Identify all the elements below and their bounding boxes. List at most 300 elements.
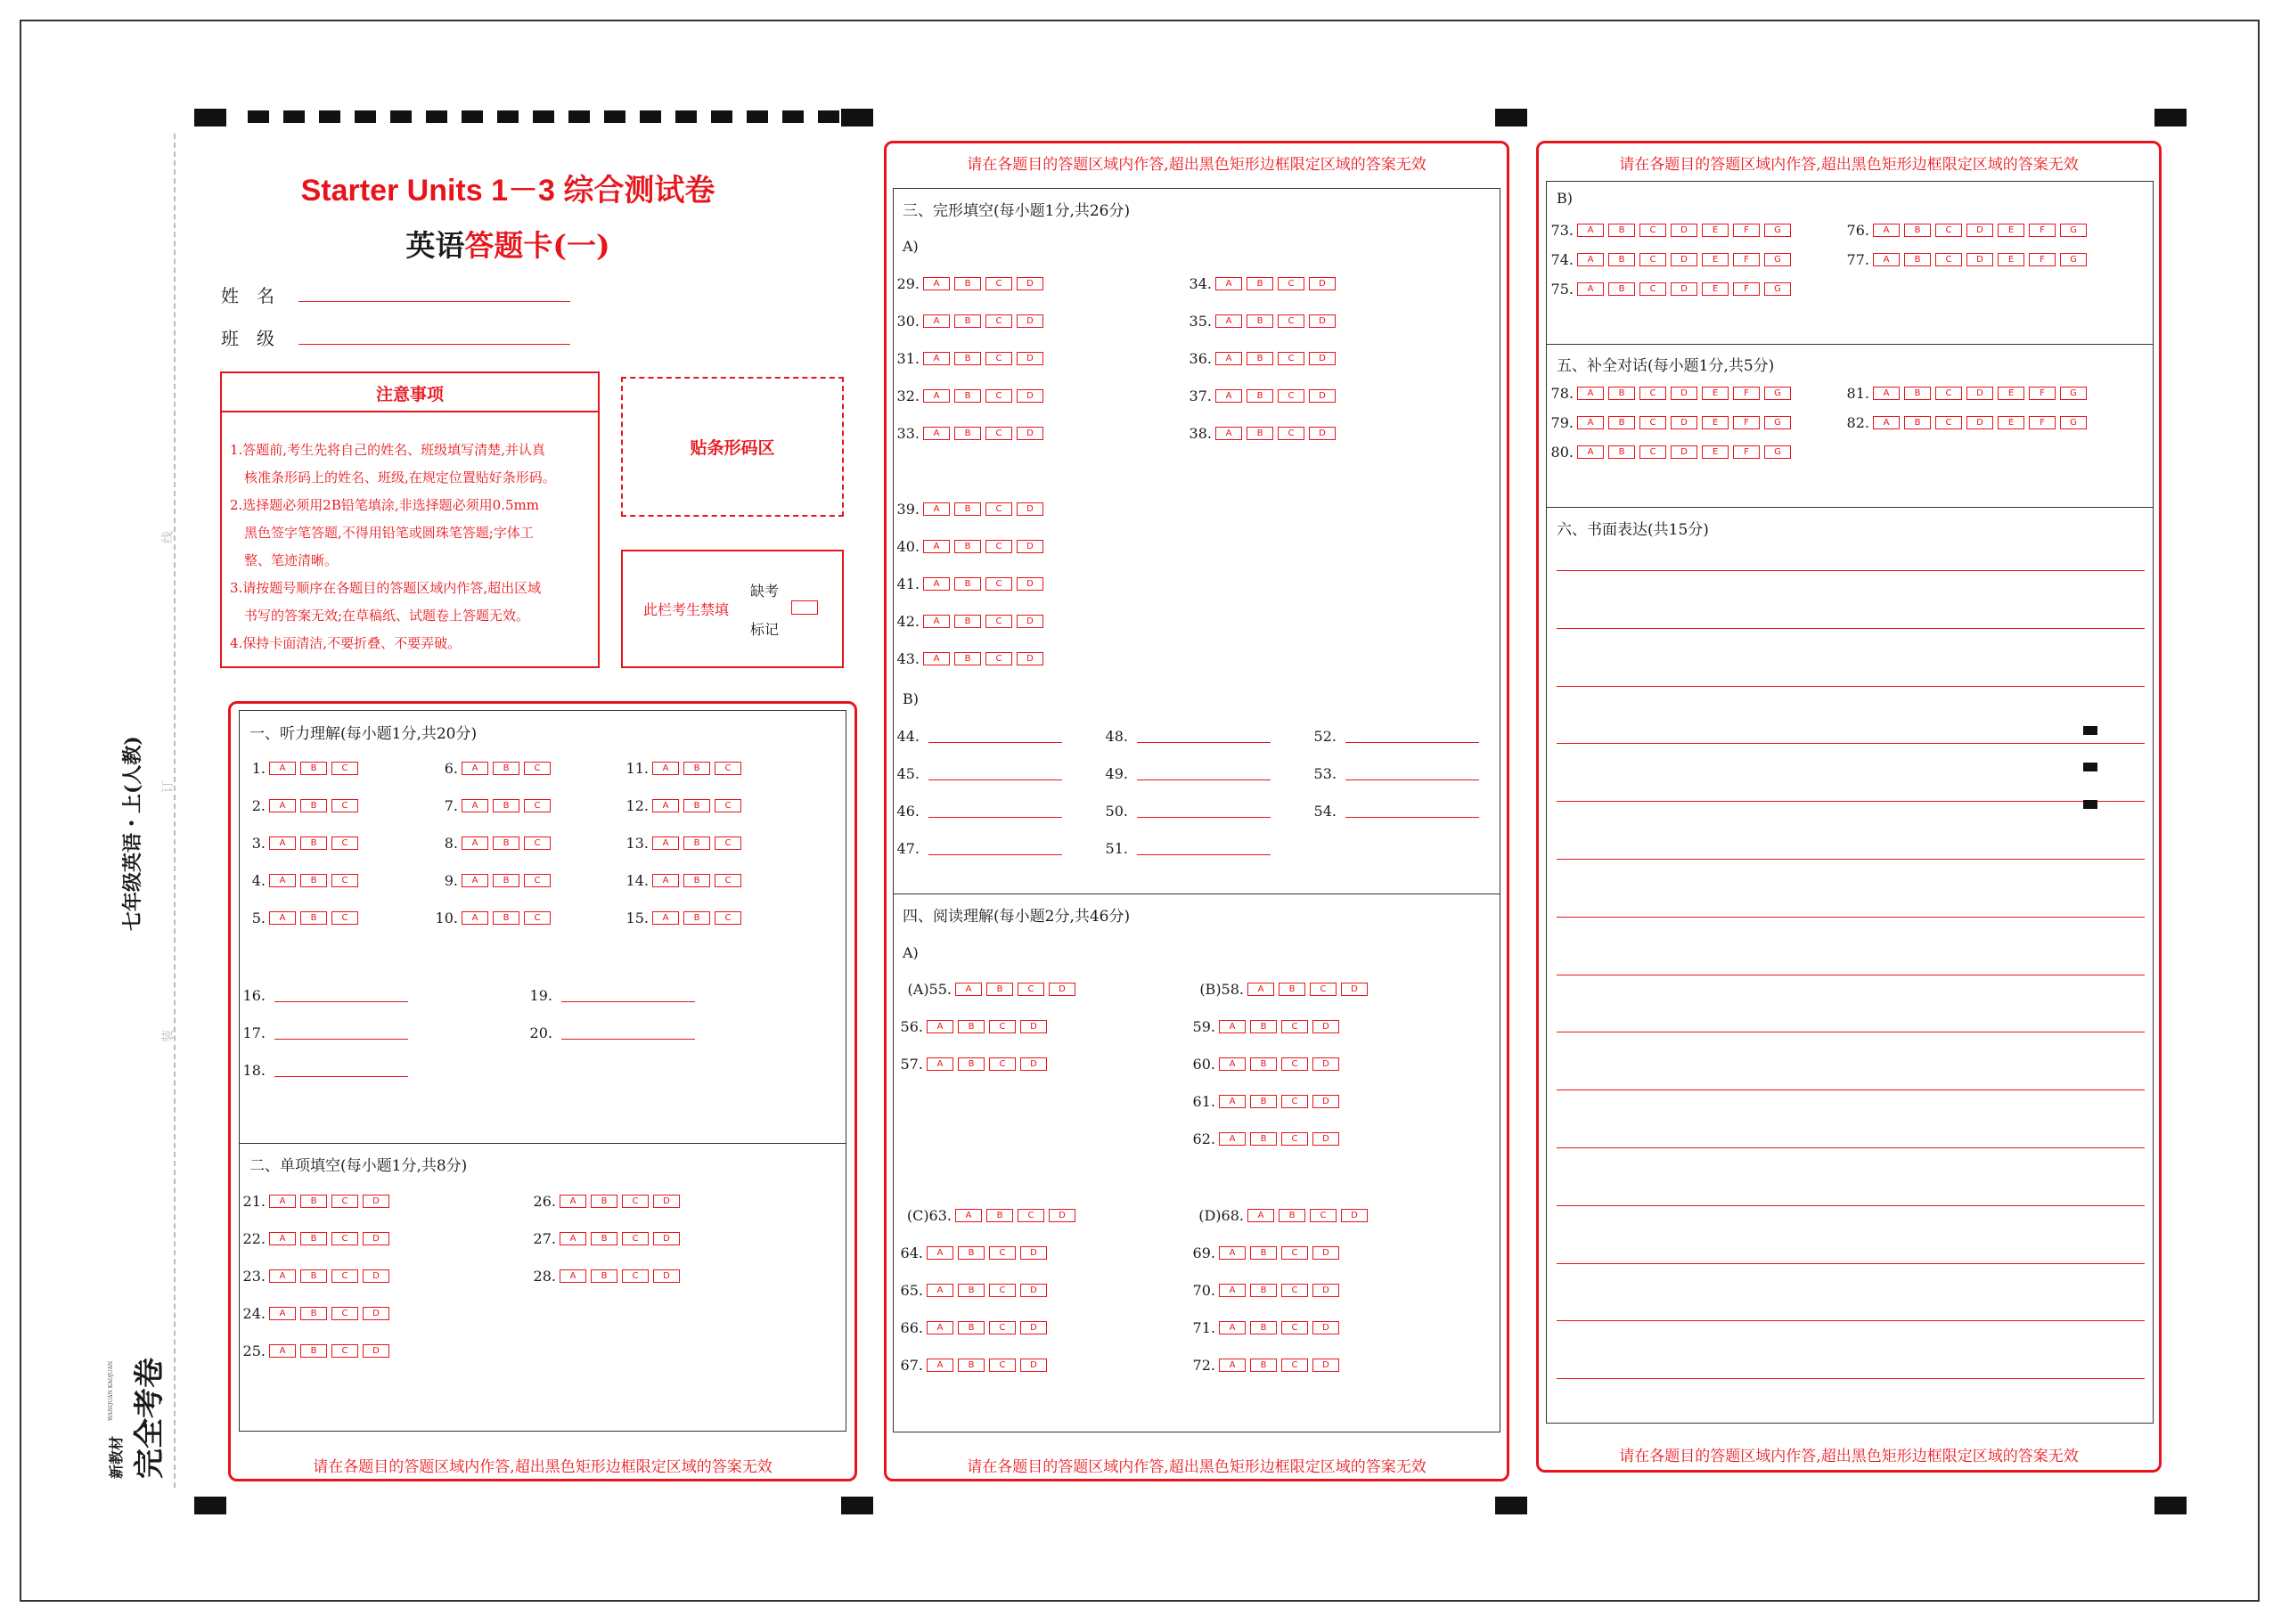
option-bubble[interactable]: B bbox=[300, 836, 327, 850]
option-bubble[interactable]: D bbox=[1020, 1321, 1047, 1334]
option-bubble[interactable]: B bbox=[493, 762, 519, 775]
option-bubble[interactable]: B bbox=[300, 911, 327, 925]
option-bubble[interactable]: B bbox=[954, 577, 981, 591]
option-bubble[interactable]: B bbox=[1250, 1020, 1277, 1033]
option-bubble[interactable]: B bbox=[1247, 314, 1273, 328]
writing-line[interactable] bbox=[1557, 1205, 2145, 1206]
option-bubble[interactable]: A bbox=[923, 314, 950, 328]
option-bubble[interactable]: A bbox=[1577, 387, 1604, 400]
option-bubble[interactable]: C bbox=[1935, 387, 1962, 400]
option-bubble[interactable]: C bbox=[331, 762, 358, 775]
option-bubble[interactable]: C bbox=[985, 577, 1012, 591]
option-bubble[interactable]: D bbox=[1309, 277, 1336, 290]
option-bubble[interactable]: D bbox=[1966, 224, 1993, 237]
option-bubble[interactable]: B bbox=[1608, 387, 1635, 400]
option-bubble[interactable]: C bbox=[331, 836, 358, 850]
option-bubble[interactable]: E bbox=[1998, 253, 2024, 266]
option-bubble[interactable]: A bbox=[269, 1344, 296, 1358]
option-bubble[interactable]: G bbox=[2060, 253, 2087, 266]
option-bubble[interactable]: D bbox=[653, 1195, 680, 1208]
option-bubble[interactable]: C bbox=[1278, 389, 1304, 403]
option-bubble[interactable]: C bbox=[715, 836, 741, 850]
option-bubble[interactable]: A bbox=[560, 1269, 586, 1283]
option-bubble[interactable]: D bbox=[1017, 277, 1043, 290]
option-bubble[interactable]: C bbox=[985, 615, 1012, 628]
option-bubble[interactable]: B bbox=[954, 352, 981, 365]
option-bubble[interactable]: C bbox=[331, 1307, 358, 1320]
option-bubble[interactable]: E bbox=[1702, 445, 1729, 459]
writing-line[interactable] bbox=[1557, 743, 2145, 744]
option-bubble[interactable]: A bbox=[923, 615, 950, 628]
option-bubble[interactable]: C bbox=[1281, 1132, 1308, 1146]
option-bubble[interactable]: F bbox=[1733, 282, 1760, 296]
option-bubble[interactable]: B bbox=[1250, 1359, 1277, 1372]
option-bubble[interactable]: D bbox=[363, 1307, 389, 1320]
option-bubble[interactable]: C bbox=[715, 911, 741, 925]
option-bubble[interactable]: D bbox=[1966, 387, 1993, 400]
option-bubble[interactable]: F bbox=[1733, 416, 1760, 429]
option-bubble[interactable]: A bbox=[1219, 1057, 1246, 1071]
option-bubble[interactable]: A bbox=[652, 762, 679, 775]
option-bubble[interactable]: A bbox=[927, 1246, 953, 1260]
option-bubble[interactable]: C bbox=[1278, 277, 1304, 290]
option-bubble[interactable]: A bbox=[923, 352, 950, 365]
option-bubble[interactable]: B bbox=[300, 874, 327, 887]
option-bubble[interactable]: E bbox=[1702, 224, 1729, 237]
option-bubble[interactable]: E bbox=[1702, 282, 1729, 296]
option-bubble[interactable]: B bbox=[954, 277, 981, 290]
option-bubble[interactable]: A bbox=[1873, 387, 1900, 400]
option-bubble[interactable]: B bbox=[1250, 1246, 1277, 1260]
option-bubble[interactable]: C bbox=[331, 1195, 358, 1208]
option-bubble[interactable]: B bbox=[1904, 387, 1931, 400]
option-bubble[interactable]: G bbox=[2060, 387, 2087, 400]
option-bubble[interactable]: A bbox=[462, 874, 488, 887]
option-bubble[interactable]: A bbox=[652, 874, 679, 887]
option-bubble[interactable]: A bbox=[560, 1232, 586, 1245]
option-bubble[interactable]: C bbox=[1639, 224, 1666, 237]
option-bubble[interactable]: A bbox=[927, 1321, 953, 1334]
option-bubble[interactable]: D bbox=[1312, 1020, 1339, 1033]
option-bubble[interactable]: C bbox=[985, 652, 1012, 665]
option-bubble[interactable]: D bbox=[1017, 389, 1043, 403]
option-bubble[interactable]: B bbox=[1904, 253, 1931, 266]
option-bubble[interactable]: C bbox=[985, 352, 1012, 365]
option-bubble[interactable]: B bbox=[1247, 352, 1273, 365]
option-bubble[interactable]: D bbox=[1671, 224, 1697, 237]
option-bubble[interactable]: D bbox=[363, 1344, 389, 1358]
option-bubble[interactable]: B bbox=[954, 652, 981, 665]
option-bubble[interactable]: B bbox=[1250, 1095, 1277, 1108]
answer-line[interactable] bbox=[1345, 767, 1479, 780]
option-bubble[interactable]: D bbox=[1671, 282, 1697, 296]
option-bubble[interactable]: C bbox=[985, 277, 1012, 290]
option-bubble[interactable]: A bbox=[1577, 282, 1604, 296]
option-bubble[interactable]: A bbox=[1577, 253, 1604, 266]
option-bubble[interactable]: A bbox=[923, 577, 950, 591]
option-bubble[interactable]: D bbox=[1309, 389, 1336, 403]
option-bubble[interactable]: A bbox=[1219, 1321, 1246, 1334]
option-bubble[interactable]: C bbox=[331, 1232, 358, 1245]
writing-line[interactable] bbox=[1557, 570, 2145, 571]
option-bubble[interactable]: F bbox=[1733, 387, 1760, 400]
option-bubble[interactable]: A bbox=[923, 540, 950, 553]
option-bubble[interactable]: B bbox=[300, 762, 327, 775]
answer-line[interactable] bbox=[928, 804, 1062, 818]
option-bubble[interactable]: A bbox=[560, 1195, 586, 1208]
option-bubble[interactable]: A bbox=[1215, 427, 1242, 440]
name-field[interactable] bbox=[298, 301, 570, 302]
writing-line[interactable] bbox=[1557, 1378, 2145, 1379]
option-bubble[interactable]: A bbox=[269, 799, 296, 812]
option-bubble[interactable]: B bbox=[954, 389, 981, 403]
option-bubble[interactable]: D bbox=[1671, 445, 1697, 459]
option-bubble[interactable]: A bbox=[269, 911, 296, 925]
option-bubble[interactable]: B bbox=[1608, 253, 1635, 266]
class-field[interactable] bbox=[298, 344, 570, 345]
option-bubble[interactable]: A bbox=[1219, 1359, 1246, 1372]
writing-line[interactable] bbox=[1557, 801, 2145, 802]
option-bubble[interactable]: D bbox=[653, 1232, 680, 1245]
answer-line[interactable] bbox=[928, 767, 1062, 780]
option-bubble[interactable]: C bbox=[524, 836, 551, 850]
writing-line[interactable] bbox=[1557, 628, 2145, 629]
option-bubble[interactable]: A bbox=[269, 1195, 296, 1208]
option-bubble[interactable]: B bbox=[958, 1057, 985, 1071]
option-bubble[interactable]: D bbox=[1312, 1057, 1339, 1071]
option-bubble[interactable]: B bbox=[300, 1307, 327, 1320]
option-bubble[interactable]: B bbox=[300, 1195, 327, 1208]
option-bubble[interactable]: C bbox=[989, 1246, 1016, 1260]
option-bubble[interactable]: F bbox=[1733, 445, 1760, 459]
option-bubble[interactable]: B bbox=[958, 1284, 985, 1297]
answer-line[interactable] bbox=[1345, 804, 1479, 818]
option-bubble[interactable]: C bbox=[1639, 387, 1666, 400]
option-bubble[interactable]: B bbox=[683, 762, 710, 775]
answer-line[interactable] bbox=[561, 989, 695, 1002]
option-bubble[interactable]: D bbox=[363, 1269, 389, 1283]
option-bubble[interactable]: B bbox=[591, 1269, 617, 1283]
option-bubble[interactable]: B bbox=[591, 1232, 617, 1245]
option-bubble[interactable]: B bbox=[1279, 1209, 1305, 1222]
option-bubble[interactable]: D bbox=[1020, 1284, 1047, 1297]
option-bubble[interactable]: A bbox=[652, 836, 679, 850]
option-bubble[interactable]: D bbox=[653, 1269, 680, 1283]
option-bubble[interactable]: B bbox=[300, 1232, 327, 1245]
option-bubble[interactable]: C bbox=[1639, 282, 1666, 296]
option-bubble[interactable]: D bbox=[1020, 1057, 1047, 1071]
option-bubble[interactable]: E bbox=[1702, 253, 1729, 266]
option-bubble[interactable]: A bbox=[923, 652, 950, 665]
option-bubble[interactable]: A bbox=[1219, 1132, 1246, 1146]
option-bubble[interactable]: A bbox=[923, 502, 950, 516]
option-bubble[interactable]: B bbox=[493, 874, 519, 887]
option-bubble[interactable]: G bbox=[1764, 387, 1791, 400]
option-bubble[interactable]: C bbox=[1935, 416, 1962, 429]
option-bubble[interactable]: D bbox=[1020, 1020, 1047, 1033]
option-bubble[interactable]: B bbox=[1904, 224, 1931, 237]
option-bubble[interactable]: D bbox=[1671, 416, 1697, 429]
option-bubble[interactable]: C bbox=[1281, 1020, 1308, 1033]
option-bubble[interactable]: A bbox=[1215, 277, 1242, 290]
option-bubble[interactable]: C bbox=[1639, 253, 1666, 266]
answer-line[interactable] bbox=[274, 989, 408, 1002]
answer-line[interactable] bbox=[274, 1064, 408, 1077]
option-bubble[interactable]: D bbox=[1049, 983, 1075, 996]
option-bubble[interactable]: F bbox=[2029, 253, 2056, 266]
option-bubble[interactable]: A bbox=[1577, 416, 1604, 429]
answer-line[interactable] bbox=[1137, 730, 1271, 743]
option-bubble[interactable]: C bbox=[524, 762, 551, 775]
option-bubble[interactable]: C bbox=[1281, 1284, 1308, 1297]
option-bubble[interactable]: D bbox=[1017, 652, 1043, 665]
option-bubble[interactable]: A bbox=[927, 1057, 953, 1071]
option-bubble[interactable]: D bbox=[1309, 427, 1336, 440]
option-bubble[interactable]: A bbox=[923, 277, 950, 290]
option-bubble[interactable]: A bbox=[1215, 352, 1242, 365]
writing-line[interactable] bbox=[1557, 1263, 2145, 1264]
option-bubble[interactable]: F bbox=[2029, 387, 2056, 400]
option-bubble[interactable]: C bbox=[524, 911, 551, 925]
option-bubble[interactable]: C bbox=[1281, 1095, 1308, 1108]
option-bubble[interactable]: B bbox=[986, 1209, 1013, 1222]
option-bubble[interactable]: A bbox=[462, 836, 488, 850]
option-bubble[interactable]: B bbox=[1250, 1132, 1277, 1146]
option-bubble[interactable]: C bbox=[985, 389, 1012, 403]
option-bubble[interactable]: A bbox=[1577, 224, 1604, 237]
option-bubble[interactable]: C bbox=[331, 874, 358, 887]
option-bubble[interactable]: C bbox=[1935, 253, 1962, 266]
option-bubble[interactable]: B bbox=[958, 1359, 985, 1372]
option-bubble[interactable]: D bbox=[1312, 1321, 1339, 1334]
option-bubble[interactable]: B bbox=[300, 1269, 327, 1283]
option-bubble[interactable]: A bbox=[1873, 253, 1900, 266]
option-bubble[interactable]: E bbox=[1702, 416, 1729, 429]
option-bubble[interactable]: C bbox=[989, 1284, 1016, 1297]
option-bubble[interactable]: A bbox=[923, 427, 950, 440]
option-bubble[interactable]: G bbox=[1764, 445, 1791, 459]
option-bubble[interactable]: B bbox=[954, 502, 981, 516]
option-bubble[interactable]: D bbox=[1017, 352, 1043, 365]
option-bubble[interactable]: A bbox=[927, 1020, 953, 1033]
option-bubble[interactable]: E bbox=[1998, 416, 2024, 429]
option-bubble[interactable]: C bbox=[1278, 314, 1304, 328]
option-bubble[interactable]: B bbox=[954, 427, 981, 440]
option-bubble[interactable]: B bbox=[1608, 445, 1635, 459]
option-bubble[interactable]: A bbox=[652, 799, 679, 812]
option-bubble[interactable]: C bbox=[1281, 1057, 1308, 1071]
option-bubble[interactable]: B bbox=[954, 615, 981, 628]
option-bubble[interactable]: C bbox=[1310, 1209, 1337, 1222]
option-bubble[interactable]: A bbox=[1873, 224, 1900, 237]
option-bubble[interactable]: B bbox=[300, 1344, 327, 1358]
option-bubble[interactable]: B bbox=[683, 836, 710, 850]
writing-line[interactable] bbox=[1557, 1089, 2145, 1090]
option-bubble[interactable]: C bbox=[985, 314, 1012, 328]
option-bubble[interactable]: A bbox=[1215, 314, 1242, 328]
option-bubble[interactable]: C bbox=[715, 799, 741, 812]
answer-line[interactable] bbox=[561, 1026, 695, 1040]
option-bubble[interactable]: B bbox=[1904, 416, 1931, 429]
option-bubble[interactable]: C bbox=[524, 874, 551, 887]
option-bubble[interactable]: D bbox=[1671, 387, 1697, 400]
option-bubble[interactable]: C bbox=[331, 799, 358, 812]
option-bubble[interactable]: B bbox=[958, 1020, 985, 1033]
option-bubble[interactable]: A bbox=[462, 762, 488, 775]
option-bubble[interactable]: C bbox=[1935, 224, 1962, 237]
option-bubble[interactable]: D bbox=[1671, 253, 1697, 266]
option-bubble[interactable]: A bbox=[927, 1359, 953, 1372]
option-bubble[interactable]: C bbox=[1639, 416, 1666, 429]
option-bubble[interactable]: B bbox=[683, 911, 710, 925]
option-bubble[interactable]: D bbox=[1020, 1359, 1047, 1372]
writing-line[interactable] bbox=[1557, 917, 2145, 918]
option-bubble[interactable]: D bbox=[1341, 983, 1368, 996]
option-bubble[interactable]: C bbox=[1278, 427, 1304, 440]
option-bubble[interactable]: A bbox=[927, 1284, 953, 1297]
option-bubble[interactable]: F bbox=[2029, 224, 2056, 237]
option-bubble[interactable]: A bbox=[1577, 445, 1604, 459]
option-bubble[interactable]: D bbox=[1312, 1359, 1339, 1372]
option-bubble[interactable]: F bbox=[1733, 253, 1760, 266]
option-bubble[interactable]: C bbox=[1310, 983, 1337, 996]
option-bubble[interactable]: A bbox=[269, 1269, 296, 1283]
option-bubble[interactable]: E bbox=[1998, 224, 2024, 237]
option-bubble[interactable]: B bbox=[1608, 282, 1635, 296]
option-bubble[interactable]: A bbox=[269, 1232, 296, 1245]
option-bubble[interactable]: B bbox=[954, 540, 981, 553]
option-bubble[interactable]: C bbox=[622, 1195, 649, 1208]
option-bubble[interactable]: D bbox=[1017, 577, 1043, 591]
option-bubble[interactable]: B bbox=[986, 983, 1013, 996]
option-bubble[interactable]: A bbox=[923, 389, 950, 403]
option-bubble[interactable]: E bbox=[1702, 387, 1729, 400]
option-bubble[interactable]: D bbox=[1312, 1095, 1339, 1108]
option-bubble[interactable]: A bbox=[1219, 1284, 1246, 1297]
option-bubble[interactable]: D bbox=[363, 1232, 389, 1245]
option-bubble[interactable]: D bbox=[1312, 1246, 1339, 1260]
option-bubble[interactable]: D bbox=[1309, 314, 1336, 328]
option-bubble[interactable]: C bbox=[1281, 1246, 1308, 1260]
option-bubble[interactable]: A bbox=[1219, 1246, 1246, 1260]
option-bubble[interactable]: G bbox=[1764, 224, 1791, 237]
option-bubble[interactable]: B bbox=[493, 836, 519, 850]
answer-line[interactable] bbox=[1137, 804, 1271, 818]
option-bubble[interactable]: G bbox=[1764, 416, 1791, 429]
option-bubble[interactable]: A bbox=[269, 762, 296, 775]
option-bubble[interactable]: C bbox=[1281, 1321, 1308, 1334]
option-bubble[interactable]: D bbox=[1017, 615, 1043, 628]
option-bubble[interactable]: F bbox=[1733, 224, 1760, 237]
option-bubble[interactable]: D bbox=[1312, 1284, 1339, 1297]
option-bubble[interactable]: B bbox=[958, 1321, 985, 1334]
option-bubble[interactable]: D bbox=[1017, 540, 1043, 553]
answer-line[interactable] bbox=[1137, 842, 1271, 855]
option-bubble[interactable]: A bbox=[1219, 1020, 1246, 1033]
option-bubble[interactable]: B bbox=[493, 911, 519, 925]
option-bubble[interactable]: C bbox=[989, 1057, 1016, 1071]
answer-line[interactable] bbox=[928, 730, 1062, 743]
option-bubble[interactable]: D bbox=[1309, 352, 1336, 365]
option-bubble[interactable]: A bbox=[1219, 1095, 1246, 1108]
writing-line[interactable] bbox=[1557, 1147, 2145, 1148]
option-bubble[interactable]: G bbox=[1764, 253, 1791, 266]
option-bubble[interactable]: C bbox=[715, 874, 741, 887]
option-bubble[interactable]: A bbox=[652, 911, 679, 925]
option-bubble[interactable]: C bbox=[989, 1321, 1016, 1334]
option-bubble[interactable]: A bbox=[462, 799, 488, 812]
option-bubble[interactable]: D bbox=[1966, 253, 1993, 266]
option-bubble[interactable]: D bbox=[363, 1195, 389, 1208]
option-bubble[interactable]: B bbox=[954, 314, 981, 328]
option-bubble[interactable]: C bbox=[331, 1269, 358, 1283]
option-bubble[interactable]: D bbox=[1017, 502, 1043, 516]
writing-line[interactable] bbox=[1557, 1320, 2145, 1321]
option-bubble[interactable]: B bbox=[1247, 427, 1273, 440]
writing-line[interactable] bbox=[1557, 859, 2145, 860]
option-bubble[interactable]: D bbox=[1312, 1132, 1339, 1146]
option-bubble[interactable]: G bbox=[2060, 224, 2087, 237]
option-bubble[interactable]: A bbox=[269, 836, 296, 850]
option-bubble[interactable]: B bbox=[493, 799, 519, 812]
option-bubble[interactable]: F bbox=[2029, 416, 2056, 429]
writing-line[interactable] bbox=[1557, 686, 2145, 687]
option-bubble[interactable]: E bbox=[1998, 387, 2024, 400]
option-bubble[interactable]: D bbox=[1020, 1246, 1047, 1260]
option-bubble[interactable]: A bbox=[1215, 389, 1242, 403]
option-bubble[interactable]: B bbox=[683, 799, 710, 812]
option-bubble[interactable]: C bbox=[622, 1269, 649, 1283]
option-bubble[interactable]: D bbox=[1966, 416, 1993, 429]
option-bubble[interactable]: C bbox=[1018, 1209, 1044, 1222]
option-bubble[interactable]: B bbox=[1247, 277, 1273, 290]
option-bubble[interactable]: C bbox=[524, 799, 551, 812]
option-bubble[interactable]: B bbox=[591, 1195, 617, 1208]
option-bubble[interactable]: B bbox=[1279, 983, 1305, 996]
option-bubble[interactable]: A bbox=[462, 911, 488, 925]
option-bubble[interactable]: D bbox=[1017, 314, 1043, 328]
option-bubble[interactable]: C bbox=[1281, 1359, 1308, 1372]
answer-line[interactable] bbox=[1137, 767, 1271, 780]
option-bubble[interactable]: B bbox=[683, 874, 710, 887]
option-bubble[interactable]: A bbox=[1247, 1209, 1274, 1222]
option-bubble[interactable]: A bbox=[1247, 983, 1274, 996]
option-bubble[interactable]: D bbox=[1049, 1209, 1075, 1222]
option-bubble[interactable]: C bbox=[989, 1359, 1016, 1372]
option-bubble[interactable]: A bbox=[1873, 416, 1900, 429]
option-bubble[interactable]: C bbox=[331, 1344, 358, 1358]
absent-checkbox[interactable] bbox=[791, 600, 818, 615]
option-bubble[interactable]: B bbox=[300, 799, 327, 812]
option-bubble[interactable]: C bbox=[1639, 445, 1666, 459]
option-bubble[interactable]: A bbox=[269, 1307, 296, 1320]
option-bubble[interactable]: B bbox=[1247, 389, 1273, 403]
option-bubble[interactable]: B bbox=[1608, 416, 1635, 429]
option-bubble[interactable]: C bbox=[985, 427, 1012, 440]
option-bubble[interactable]: A bbox=[955, 983, 982, 996]
option-bubble[interactable]: B bbox=[1250, 1284, 1277, 1297]
option-bubble[interactable]: G bbox=[1764, 282, 1791, 296]
option-bubble[interactable]: C bbox=[985, 502, 1012, 516]
option-bubble[interactable]: B bbox=[1250, 1057, 1277, 1071]
option-bubble[interactable]: C bbox=[1018, 983, 1044, 996]
option-bubble[interactable]: C bbox=[331, 911, 358, 925]
option-bubble[interactable]: B bbox=[1608, 224, 1635, 237]
option-bubble[interactable]: B bbox=[1250, 1321, 1277, 1334]
answer-line[interactable] bbox=[928, 842, 1062, 855]
option-bubble[interactable]: G bbox=[2060, 416, 2087, 429]
option-bubble[interactable]: D bbox=[1341, 1209, 1368, 1222]
